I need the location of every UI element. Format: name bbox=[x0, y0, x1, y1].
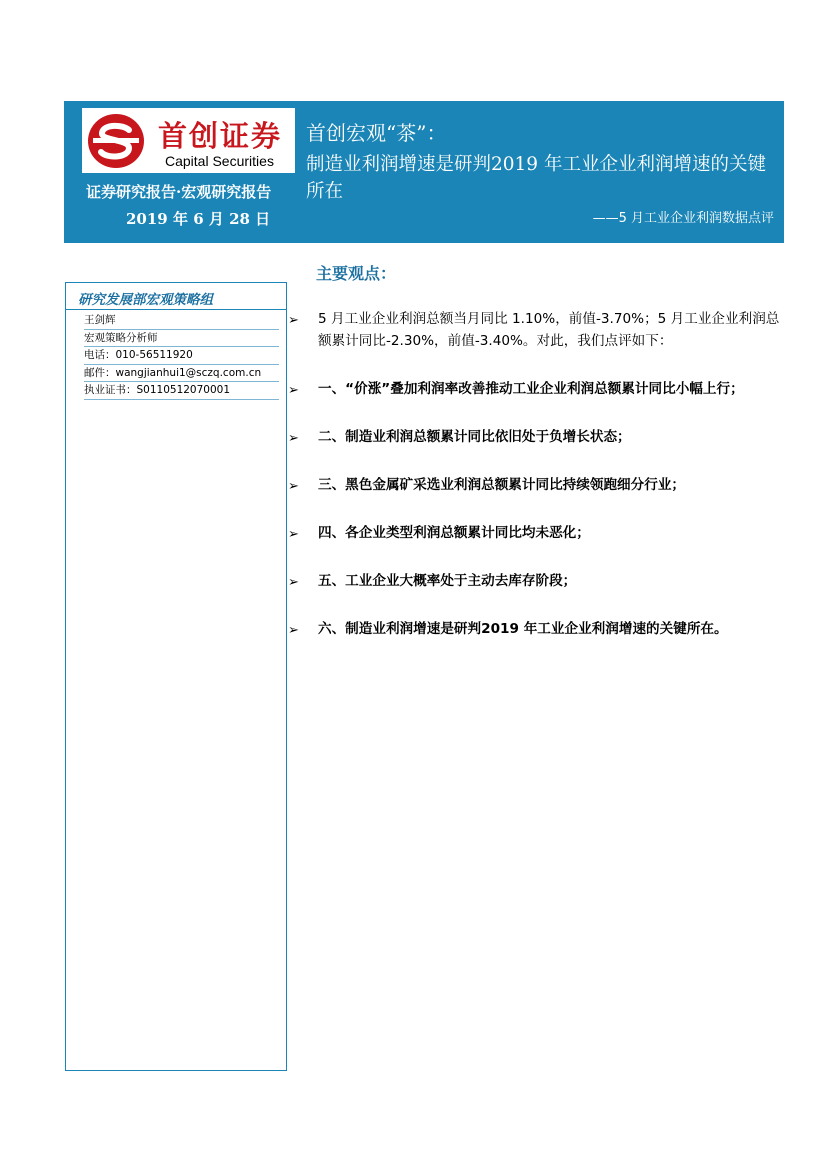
report-date: 2019 年 6 月 28 日 bbox=[126, 210, 271, 228]
arrow-bullet-icon: ➢ bbox=[288, 575, 299, 590]
analyst-name: 王剑辉 bbox=[84, 312, 279, 330]
analyst-phone: 电话：010-56511920 bbox=[84, 347, 279, 365]
list-item bbox=[288, 378, 788, 400]
analyst-info bbox=[84, 312, 279, 400]
point-text: 5 月工业企业利润总额当月同比 1.10%，前值-3.70%；5 月工业企业利润总额累计同比-2.30%，前值-3.40%。对此，我们点评如下： bbox=[318, 311, 780, 349]
arrow-bullet-icon: ➢ bbox=[288, 527, 299, 542]
analyst-sidebar bbox=[65, 282, 287, 1071]
capital-securities-logo-icon bbox=[87, 113, 145, 169]
key-points-heading: 主要观点： bbox=[316, 264, 397, 283]
list-item bbox=[288, 570, 788, 592]
point-text: 五、工业企业大概率处于主动去库存阶段； bbox=[318, 573, 577, 589]
report-subtitle: ——5 月工业企业利润数据点评 bbox=[592, 211, 774, 226]
list-item bbox=[288, 474, 788, 496]
point-text: 一、“价涨”叠加利润率改善推动工业企业利润总额累计同比小幅上行； bbox=[318, 381, 744, 397]
report-header-banner bbox=[64, 101, 784, 243]
point-text: 六、制造业利润增速是研判2019 年工业企业利润增速的关键所在。 bbox=[318, 621, 728, 637]
arrow-bullet-icon: ➢ bbox=[288, 623, 299, 638]
analyst-email: 邮件：wangjianhui1@sczq.com.cn bbox=[84, 365, 279, 383]
company-logo bbox=[82, 108, 295, 173]
arrow-bullet-icon: ➢ bbox=[288, 431, 299, 446]
list-item bbox=[288, 426, 788, 448]
report-series-title: 首创宏观“茶”： bbox=[306, 121, 447, 145]
point-text: 三、黑色金属矿采选业利润总额累计同比持续领跑细分行业； bbox=[318, 477, 686, 493]
key-points-list bbox=[288, 308, 788, 640]
arrow-bullet-icon: ➢ bbox=[288, 383, 299, 398]
list-item bbox=[288, 522, 788, 544]
point-text: 二、制造业利润总额累计同比依旧处于负增长状态； bbox=[318, 429, 631, 445]
arrow-bullet-icon: ➢ bbox=[288, 479, 299, 494]
sidebar-heading: 研究发展部宏观策略组 bbox=[78, 292, 213, 308]
logo-english-name: Capital Securities bbox=[165, 153, 274, 169]
analyst-license: 执业证书：S0110512070001 bbox=[84, 382, 279, 400]
report-type-label: 证券研究报告·宏观研究报告 bbox=[86, 183, 272, 201]
report-title: 制造业利润增速是研判2019 年工业企业利润增速的关键所在 bbox=[306, 154, 766, 202]
sidebar-header bbox=[66, 283, 286, 310]
analyst-role: 宏观策略分析师 bbox=[84, 330, 279, 348]
arrow-bullet-icon: ➢ bbox=[288, 313, 299, 328]
list-item bbox=[288, 308, 788, 352]
logo-chinese-name: 首创证券 bbox=[158, 119, 283, 153]
list-item bbox=[288, 618, 788, 640]
point-text: 四、各企业类型利润总额累计同比均未恶化； bbox=[318, 525, 590, 541]
